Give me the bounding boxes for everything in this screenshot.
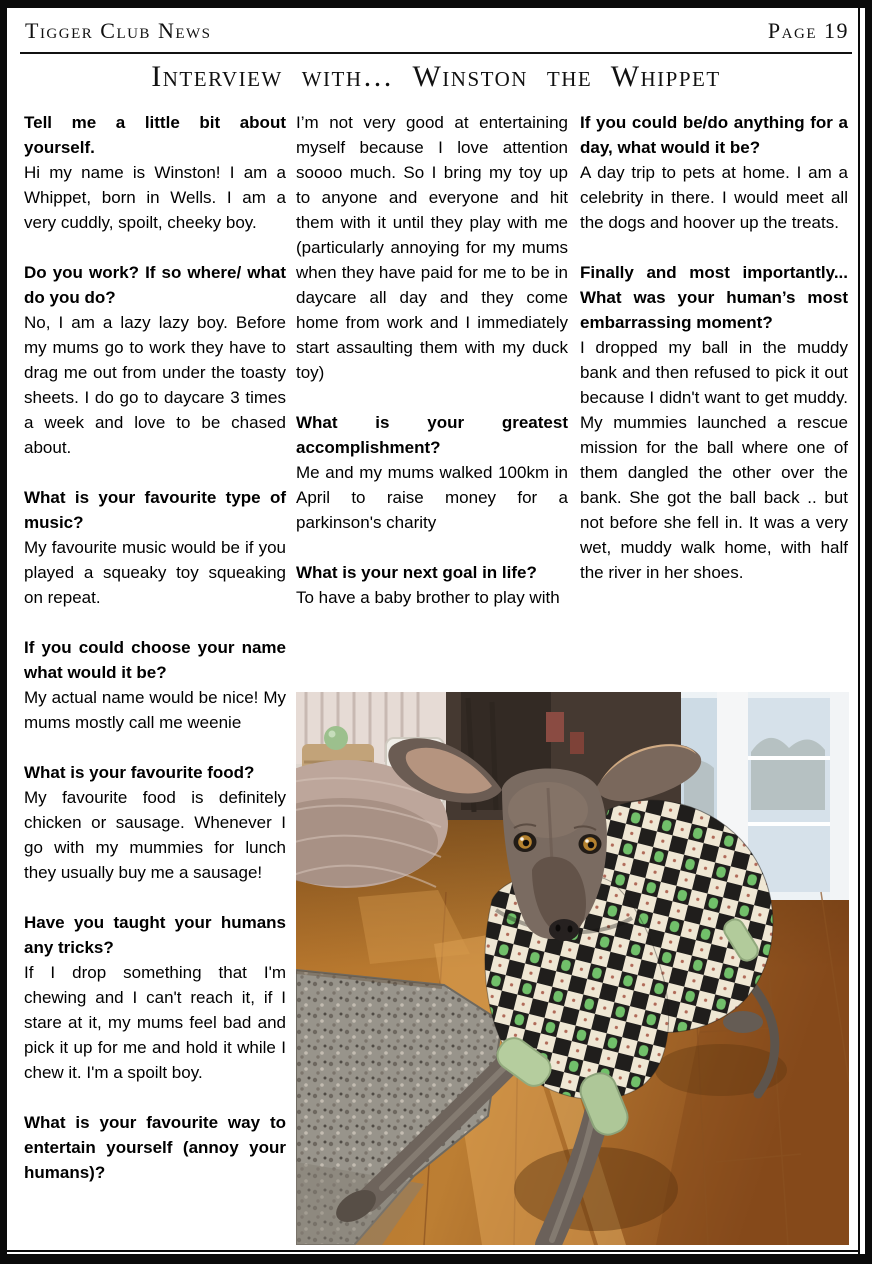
answer-text: If I drop something that I'm chewing and I can't reach it, if I stare at it, my mums feel bad and pick it up for me and hold it while I chew it. I'm a spoilt boy. <box>24 963 286 1082</box>
answer-text: My favourite food is definitely chicken or sausage. Whenever I go with my mummies for lunch they usually buy me a sausage! <box>24 788 286 882</box>
question-text: What is your greatest accomplishment? <box>296 413 568 457</box>
question-text: What is your favourite type of music? <box>24 488 286 532</box>
dog-nose <box>549 919 579 941</box>
page-border-accent-right <box>858 8 860 1254</box>
winston-photo <box>296 692 849 1245</box>
answer-text: A day trip to pets at home. I am a celebrity in there. I would meet all the dogs and hoover up the treats. <box>580 163 848 232</box>
answer-text: I’m not very good at entertaining myself because I love attention soooo much. So I bring my toy up to anyone and everyone and hit them with it until they play with me (particularly annoying for my mums when they have paid for me to be in daycare all day and they come home from work and I immediately start assaulting them with my duck toy) <box>296 113 568 382</box>
question-text: Finally and most importantly... What was your human’s most embarrassing moment? <box>580 263 848 332</box>
question-text: What is your next goal in life? <box>296 563 537 582</box>
dog-rear-paw <box>723 1011 763 1033</box>
column-2 <box>296 110 568 610</box>
question-text: What is your favourite way to entertain yourself (annoy your humans)? <box>24 1113 286 1182</box>
column-3 <box>580 110 848 585</box>
newsletter-title: Tigger Club News <box>25 18 212 43</box>
question-text: Do you work? If so where/ what do you do? <box>24 263 286 307</box>
answer-text: No, I am a lazy lazy boy. Before my mums go to work they have to drag me out from under the toasty sheets. I do go to daycare 3 times a week and love to be chased about. <box>24 313 286 457</box>
question-text: Tell me a little bit about yourself. <box>24 113 286 157</box>
answer-text: To have a baby brother to play with <box>296 588 560 607</box>
page-border-accent-bottom <box>7 1250 860 1252</box>
answer-text: I dropped my ball in the muddy bank and then refused to pick it out because I didn't want to get muddy. My mummies launched a rescue mission for the ball where one of them dangled the other over the bank. She got the ball back .. but not before she fell in. It was a very wet, muddy walk home, with half the river in her shoes. <box>580 338 848 582</box>
masthead-rule <box>20 52 852 54</box>
article-title: Interview with… Winston the Whippet <box>151 60 721 93</box>
page-number: Page 19 <box>767 18 849 43</box>
question-text: What is your favourite food? <box>24 763 255 782</box>
answer-text: My favourite music would be if you played a squeaky toy squeaking on repeat. <box>24 538 286 607</box>
question-text: If you could choose your name what would it be? <box>24 638 286 682</box>
masthead <box>25 18 849 44</box>
answer-text: Me and my mums walked 100km in April to raise money for a parkinson's charity <box>296 463 568 532</box>
answer-text: My actual name would be nice! My mums mostly call me weenie <box>24 688 286 732</box>
question-text: If you could be/do anything for a day, what would it be? <box>580 113 848 157</box>
column-1 <box>24 110 286 1185</box>
answer-text: Hi my name is Winston! I am a Whippet, born in Wells. I am a very cuddly, spoilt, cheeky boy. <box>24 163 286 232</box>
question-text: Have you taught your humans any tricks? <box>24 913 286 957</box>
winston-photo-illustration <box>296 692 849 1245</box>
